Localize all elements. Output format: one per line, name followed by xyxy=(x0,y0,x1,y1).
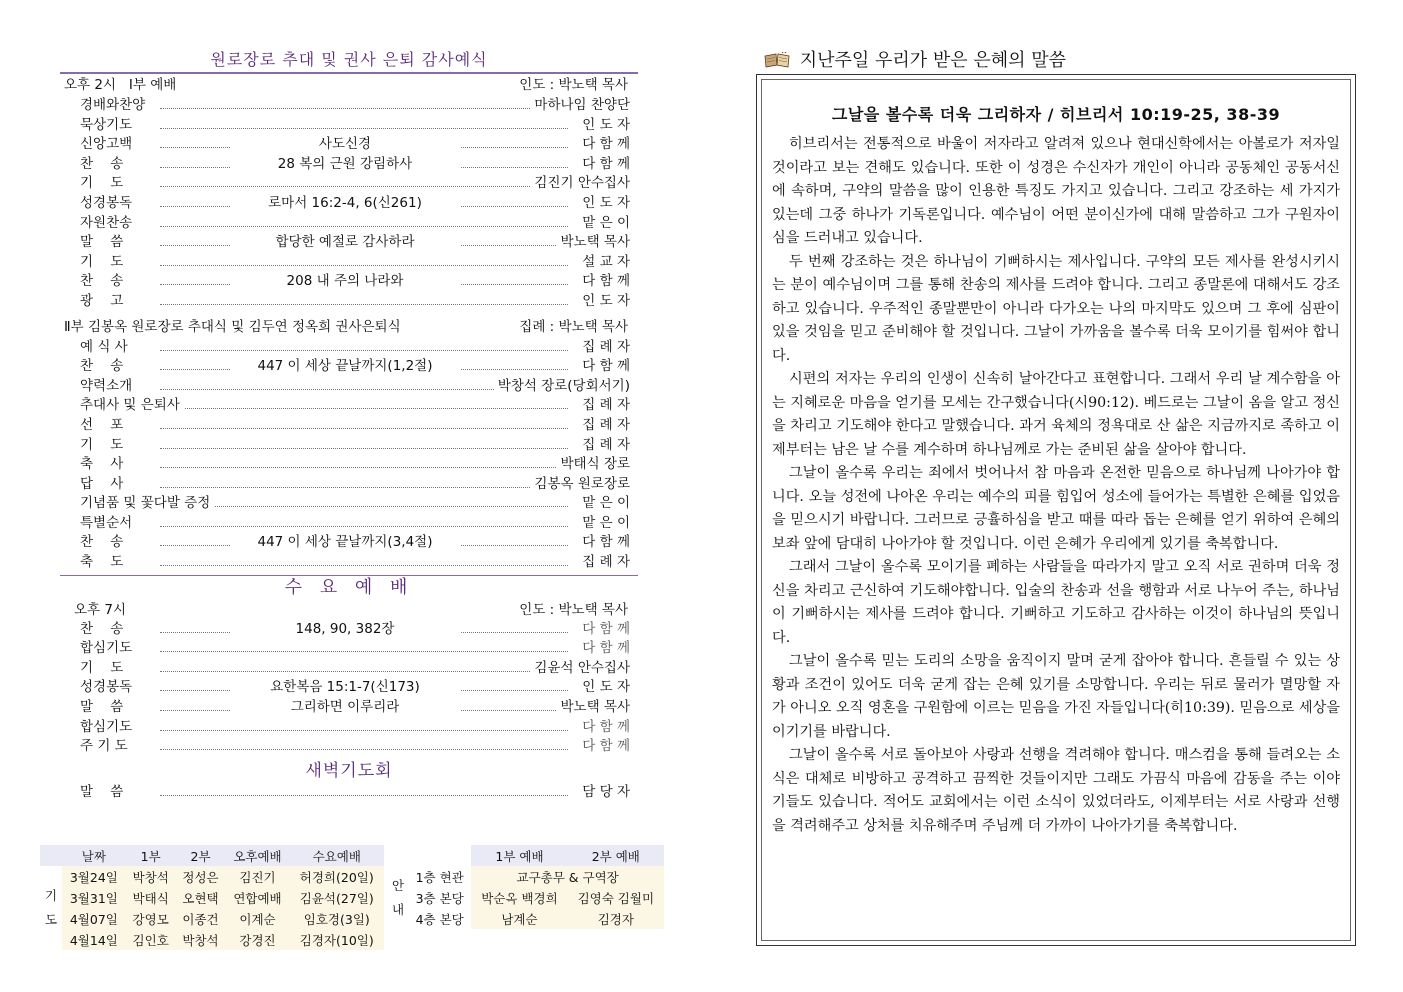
prayer-header-date: 날짜 xyxy=(81,848,106,864)
order-row xyxy=(60,698,638,718)
order-detail: 요한복음 15:1-7(신173) xyxy=(230,678,460,698)
wednesday-order-list xyxy=(60,620,638,757)
order-label: 합심기도 xyxy=(80,639,136,659)
order-label: 성경봉독 xyxy=(80,194,136,214)
order-detail: 로마서 16:2-4, 6(신261) xyxy=(230,194,460,214)
guide-cell: 남계순 xyxy=(501,911,538,927)
order-label: 답 사 xyxy=(80,475,127,495)
order-label: 찬 송 xyxy=(80,620,127,640)
guide-place: 3층 본당 xyxy=(408,887,471,908)
dot-leader xyxy=(160,749,568,750)
order-person: 다 함 께 xyxy=(578,135,630,155)
sermon-title: 그날을 볼수록 더욱 그리하자 / 히브리서 10:19-25, 38-39 xyxy=(831,105,1281,124)
order-detail: 148, 90, 382장 xyxy=(230,620,460,640)
guide-side-label xyxy=(388,866,408,929)
guide-header-place xyxy=(408,845,471,866)
sermon-paragraph: 히브리서는 전통적으로 바울이 저자라고 알려져 있으나 현대신학에서는 아볼로가 저자일것이라고 보는 견해도 있습니다. 또한 이 성경은 수신자가 개인이 아니라 공동체인 공동서신에 속하며, 구약의 말씀을 많이 인용한 특징도 가지고 있습니다. 그리고 강조하는 세 가지가 있는데 그중 하나가 기독론입니다. 예수님이 어떤 분이신가에 대해 말씀하고 그가 구원자이심을 드러내고 있습니다. xyxy=(772,136,1340,246)
table-cell: 이종건 xyxy=(182,911,219,927)
order-person: 다 함 께 xyxy=(578,272,630,292)
order-row xyxy=(60,377,638,397)
table-row xyxy=(40,908,384,929)
order-person: 집 례 자 xyxy=(578,553,630,573)
order-person: 다 함 께 xyxy=(578,620,630,640)
order-person: 맡 은 이 xyxy=(578,514,630,534)
order-detail: 208 내 주의 나라와 xyxy=(230,272,460,292)
table-cell: 김윤석(27일) xyxy=(299,890,374,906)
guide-merged-cell: 교구총무 & 구역장 xyxy=(516,869,619,885)
guide-place: 1층 현관 xyxy=(408,866,471,887)
order-row xyxy=(60,135,638,155)
table-row xyxy=(388,887,664,908)
order-label: 성경봉독 xyxy=(80,678,136,698)
table-cell: 오현택 xyxy=(182,890,219,906)
order-label: 축 도 xyxy=(80,553,127,573)
table-cell: 임호경(3일) xyxy=(303,911,370,927)
dot-leader xyxy=(160,304,568,305)
table-cell: 김경자(10일) xyxy=(299,932,374,948)
order-label: 말 씀 xyxy=(80,698,127,718)
part2-order-list xyxy=(60,338,638,573)
order-person: 인 도 자 xyxy=(578,678,630,698)
prayer-schedule-table xyxy=(40,845,384,950)
order-person: 박노택 목사 xyxy=(557,698,631,718)
order-person: 김봉옥 원로장로 xyxy=(530,475,630,495)
part2-header xyxy=(60,316,638,338)
sermon-section-header xyxy=(756,48,1358,74)
table-cell: 4월07일 xyxy=(69,911,118,927)
dawn-label: 말 씀 xyxy=(80,783,127,803)
order-person: 인 도 자 xyxy=(578,292,630,312)
order-row xyxy=(60,659,638,679)
table-cell: 김인호 xyxy=(132,932,169,948)
order-row xyxy=(60,272,638,292)
order-person: 박창석 장로(당회서기) xyxy=(494,377,630,397)
prayer-header-afternoon: 오후예배 xyxy=(233,848,282,864)
order-person: 다 함 께 xyxy=(578,533,630,553)
prayer-header-wednesday: 수요예배 xyxy=(312,848,361,864)
dot-leader xyxy=(160,186,568,187)
dawn-right: 담 당 자 xyxy=(578,783,630,803)
order-person: 김진기 안수집사 xyxy=(530,174,630,194)
open-book-icon xyxy=(764,52,790,68)
order-person: 박노택 목사 xyxy=(557,233,631,253)
dot-leader xyxy=(160,487,568,488)
dot-leader xyxy=(160,730,568,731)
part1-time: 오후 2시 Ⅰ부 예배 xyxy=(64,77,177,93)
part1-order-list xyxy=(60,96,638,312)
dot-leader xyxy=(160,795,568,796)
order-person: 맡 은 이 xyxy=(578,494,630,514)
order-person: 다 함 께 xyxy=(578,357,630,377)
order-row xyxy=(60,338,638,358)
table-cell: 3월24일 xyxy=(69,869,118,885)
order-row xyxy=(60,494,638,514)
order-person: 박태식 장로 xyxy=(557,455,631,475)
wednesday-time: 오후 7시 xyxy=(74,601,127,618)
dawn-title: 새벽기도회 xyxy=(305,760,393,781)
sermon-box-inner xyxy=(761,79,1351,941)
dot-leader xyxy=(160,467,568,468)
table-cell: 정성은 xyxy=(182,869,219,885)
table-row xyxy=(388,908,664,929)
usher-guide-table xyxy=(388,845,664,929)
order-person: 집 례 자 xyxy=(578,416,630,436)
order-detail: 그리하면 이루리라 xyxy=(230,698,460,718)
order-label: 묵상기도 xyxy=(80,116,136,136)
sermon-paragraph: 두 번째 강조하는 것은 하나님이 기뻐하시는 제사입니다. 구약의 모든 제사를 완성시키시는 분이 예수님이며 그를 통해 찬송의 제사를 드려야 합니다. 그리고 종말론에 대해서도 강조하고 있습니다. 우주적인 종말뿐만이 아니라 다가오는 나의 마지막도 있으며 그 후에 심판이 있을 것임을 믿고 준비해야 할 것입니다. 그날이 가까움을 볼수록 더욱 모이기를 힘써야 합니다. xyxy=(772,253,1340,364)
order-label: 찬 송 xyxy=(80,357,127,377)
order-label: 광 고 xyxy=(80,292,127,312)
sermon-paragraph: 그날이 올수록 우리는 죄에서 벗어나서 참 마음과 온전한 믿음으로 하나님께 나아가야 합니다. 오늘 성전에 나아온 우리는 예수의 피를 힘입어 성소에 들어가는 특별한 은혜를 입었음을 믿으시기 바랍니다. 그러므로 긍휼하심을 받고 때를 따라 돕는 은혜를 얻기 위하여 은혜의 보좌 앞에 담대히 나아가야 할 것입니다. 이런 은혜가 우리에게 있기를 축복합니다. xyxy=(772,465,1340,552)
order-row xyxy=(60,639,638,659)
table-row xyxy=(40,887,384,908)
table-cell: 허경희(20일) xyxy=(299,869,374,885)
order-label: 선 포 xyxy=(80,416,127,436)
dot-leader xyxy=(160,265,568,266)
order-label: 합심기도 xyxy=(80,718,136,738)
order-person: 집 례 자 xyxy=(578,338,630,358)
order-label: 찬 송 xyxy=(80,272,127,292)
order-row xyxy=(60,214,638,234)
order-row xyxy=(60,737,638,757)
order-person: 집 례 자 xyxy=(578,436,630,456)
right-column xyxy=(756,48,1358,834)
order-row xyxy=(60,455,638,475)
dot-leader xyxy=(160,408,568,409)
service-title: 원로장로 추대 및 권사 은퇴 감사예식 xyxy=(210,50,488,69)
order-row xyxy=(60,253,638,273)
dot-leader xyxy=(160,128,568,129)
order-person: 맡 은 이 xyxy=(578,214,630,234)
wednesday-leader: 인도 : 박노택 목사 xyxy=(519,601,628,618)
order-row xyxy=(60,553,638,573)
order-row xyxy=(60,514,638,534)
order-detail: 사도신경 xyxy=(230,135,460,155)
dot-leader xyxy=(160,226,568,227)
table-cell: 이계순 xyxy=(239,911,276,927)
order-row xyxy=(60,155,638,175)
guide-side-2: 내 xyxy=(391,901,405,917)
guide-place: 4층 본당 xyxy=(408,908,471,929)
sermon-paragraph: 그날이 올수록 믿는 도리의 소망을 움직이지 말며 굳게 잡아야 합니다. 흔들릴 수 있는 상황과 조건이 있어도 더욱 굳게 잡는 은혜 있기를 소망합니다. 우리는 뒤로 물러가 멸망할 자가 아니오 오직 영혼을 구원함에 이르는 믿음을 가진 자들입니다(히10:39). 믿음으로 세상을 이기기를 바랍니다. xyxy=(772,653,1340,740)
dot-leader xyxy=(160,671,568,672)
order-label: 찬 송 xyxy=(80,155,127,175)
table-cell: 박창석 xyxy=(182,932,219,948)
order-row xyxy=(60,233,638,253)
dot-leader xyxy=(160,428,568,429)
table-cell: 박창석 xyxy=(132,869,169,885)
part2-leader: 집례 : 박노택 목사 xyxy=(519,318,628,335)
dot-leader xyxy=(160,108,568,109)
dot-leader xyxy=(160,651,568,652)
order-row xyxy=(60,475,638,495)
order-detail: 합당한 예절로 감사하라 xyxy=(230,233,460,253)
prayer-side-label xyxy=(40,866,62,950)
wednesday-title: 수 요 예 배 xyxy=(284,576,414,598)
order-row xyxy=(60,533,638,553)
order-row xyxy=(60,620,638,640)
order-row xyxy=(60,116,638,136)
table-cell: 3월31일 xyxy=(69,890,118,906)
order-person: 집 례 자 xyxy=(578,396,630,416)
order-row xyxy=(60,416,638,436)
order-row xyxy=(60,436,638,456)
order-label: 기 도 xyxy=(80,659,127,679)
prayer-header-2: 2부 xyxy=(190,848,211,864)
order-label: 기 도 xyxy=(80,253,127,273)
order-label: 기 도 xyxy=(80,436,127,456)
order-row xyxy=(60,292,638,312)
order-label: 신앙고백 xyxy=(80,135,136,155)
guide-cell: 김영숙 김월미 xyxy=(577,890,655,906)
order-label: 찬 송 xyxy=(80,533,127,553)
table-row xyxy=(388,866,664,887)
dot-leader xyxy=(160,448,568,449)
dot-leader xyxy=(160,506,568,507)
order-person: 설 교 자 xyxy=(578,253,630,273)
order-row xyxy=(60,96,638,116)
order-label: 특별순서 xyxy=(80,514,136,534)
order-label: 축 사 xyxy=(80,455,127,475)
table-cell: 연합예배 xyxy=(233,890,282,906)
order-label: 경배와찬양 xyxy=(80,96,149,116)
guide-header-2: 2부 예배 xyxy=(591,848,640,864)
guide-header-1: 1부 예배 xyxy=(495,848,544,864)
order-detail: 447 이 세상 끝날까지(1,2절) xyxy=(230,357,460,377)
order-row xyxy=(60,194,638,214)
order-person: 다 함 께 xyxy=(578,639,630,659)
sermon-paragraph: 시편의 저자는 우리의 인생이 신속히 날아간다고 표현합니다. 그래서 우리 날 계수함을 아는 지혜로운 마음을 얻기를 모세는 간구했습니다(시90:12). 베드로는 그날이 옴을 알고 정신을 차리고 기도해야 한다고 말했습니다. 과거 육체의 정욕대로 산 삶은 지금까지로 족하고 이제부터는 남은 날 수를 계수하며 하나님께로 가는 준비된 삶을 살아야 합니다. xyxy=(772,371,1340,458)
prayer-header-1: 1부 xyxy=(140,848,161,864)
order-label: 자원찬송 xyxy=(80,214,136,234)
wednesday-header xyxy=(60,600,638,620)
table-cell: 4월14일 xyxy=(69,932,118,948)
order-label: 약력소개 xyxy=(80,377,136,397)
order-person: 다 함 께 xyxy=(578,737,630,757)
guide-cell: 김경자 xyxy=(597,911,634,927)
left-column xyxy=(60,48,638,802)
order-person: 김윤석 안수집사 xyxy=(530,659,630,679)
order-row xyxy=(60,174,638,194)
table-cell: 강영모 xyxy=(132,911,169,927)
table-cell: 박태식 xyxy=(132,890,169,906)
dot-leader xyxy=(160,565,568,566)
order-person: 인 도 자 xyxy=(578,194,630,214)
order-label: 말 씀 xyxy=(80,233,127,253)
order-person: 다 함 께 xyxy=(578,718,630,738)
guide-side-1: 안 xyxy=(391,877,405,893)
order-detail: 28 복의 근원 강림하사 xyxy=(230,155,460,175)
guide-side-cell xyxy=(388,845,408,866)
prayer-side-2: 도 xyxy=(44,912,58,927)
order-label: 기 도 xyxy=(80,174,127,194)
part1-header xyxy=(60,74,638,96)
dot-leader xyxy=(160,350,568,351)
dot-leader xyxy=(160,526,568,527)
order-detail: 447 이 세상 끝날까지(3,4절) xyxy=(230,533,460,553)
sermon-paragraph: 그날이 올수록 서로 돌아보아 사랑과 선행을 격려해야 합니다. 매스컴을 통해 들려오는 소식은 대체로 비방하고 공격하고 끔찍한 것들이지만 그래도 가끔식 마음에 감동을 주는 이야기들도 있습니다. 적어도 교회에서는 이런 소식이 있었더라도, 이제부터는 서로 사랑과 선행을 격려해주고 상처를 치유해주며 주님께 더 가까이 나아가기를 축복합니다. xyxy=(772,747,1340,834)
table-row xyxy=(40,866,384,887)
table-cell: 김진기 xyxy=(239,869,276,885)
part2-heading: Ⅱ부 김봉옥 원로장로 추대식 및 김두연 정옥희 권사은퇴식 xyxy=(64,318,401,335)
sermon-paragraph: 그래서 그날이 올수록 모이기를 폐하는 사람들을 따라가지 말고 오직 서로 권하며 더욱 정신을 차리고 근신하여 기도해야합니다. 입술의 찬송과 선을 행함과 서로 나누어 주는, 하나님이 기뻐하시는 제사를 드려야 합니다. 기뻐하고 기도하고 감사하는 이것이 하나님의 뜻입니다. xyxy=(772,559,1340,646)
guide-cell: 박순옥 백경희 xyxy=(481,890,558,906)
part1-leader: 인도 : 박노택 목사 xyxy=(519,77,628,93)
order-label: 주 기 도 xyxy=(80,737,132,757)
sermon-section-title: 지난주일 우리가 받은 은혜의 말씀 xyxy=(799,50,1067,71)
order-label: 기념품 및 꽃다발 증정 xyxy=(80,494,214,514)
order-person: 다 함 께 xyxy=(578,155,630,175)
order-row xyxy=(60,357,638,377)
prayer-side-cell xyxy=(40,845,62,866)
sermon-box xyxy=(756,74,1356,946)
order-label: 예 식 사 xyxy=(80,338,132,358)
table-cell: 강경진 xyxy=(239,932,276,948)
order-label: 추대사 및 은퇴사 xyxy=(80,396,184,416)
sermon-body xyxy=(772,133,1340,838)
table-row xyxy=(40,929,384,950)
order-person: 인 도 자 xyxy=(578,116,630,136)
prayer-side-1: 기 xyxy=(44,888,58,903)
order-person: 마하나임 찬양단 xyxy=(530,96,630,116)
dawn-row xyxy=(60,783,638,803)
order-row xyxy=(60,396,638,416)
order-row xyxy=(60,718,638,738)
order-row xyxy=(60,678,638,698)
